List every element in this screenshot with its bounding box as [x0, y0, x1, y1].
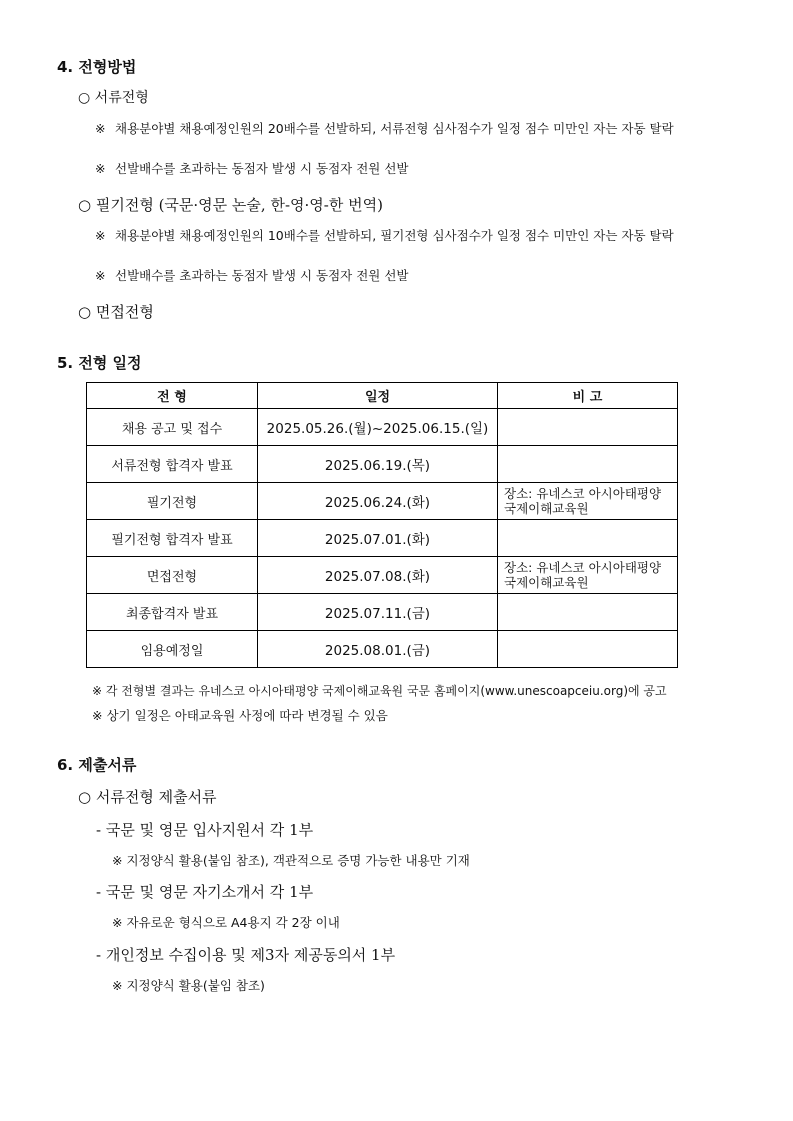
table-row [87, 557, 678, 594]
date-cell: 2025.06.24.(화) [258, 483, 498, 520]
note-text: 선발배수를 초과하는 동점자 발생 시 동점자 전원 선발 [115, 268, 409, 283]
table-row [87, 520, 678, 557]
schedule-table [86, 382, 678, 668]
column-header-remarks: 비 고 [498, 383, 678, 409]
section-6-heading: 6. 제출서류 [57, 756, 137, 774]
date-cell: 2025.06.19.(목) [258, 446, 498, 483]
doc-item-privacy-consent: - 개인정보 수집이용 및 제3자 제공동의서 1부 [96, 946, 396, 964]
note-text: 채용분야별 채용예정인원의 10배수를 선발하되, 필기전형 심사점수가 일정 점수 미만인 자는 자동 탈락 [115, 228, 674, 243]
remarks-cell [498, 446, 678, 483]
reference-mark-icon: ※ [95, 121, 106, 136]
method-document-screening-title: ○ 서류전형 [78, 90, 149, 106]
method-written-note-1 [95, 226, 743, 246]
note-text: 채용분야별 채용예정인원의 20배수를 선발하되, 서류전형 심사점수가 일정 점수 미만인 자는 자동 탈락 [115, 121, 674, 136]
column-header-date: 일정 [258, 383, 498, 409]
date-cell: 2025.07.01.(화) [258, 520, 498, 557]
date-cell: 2025.07.08.(화) [258, 557, 498, 594]
doc-note-privacy-consent: ※ 지정양식 활용(붙임 참조) [112, 978, 265, 993]
method-document-note-1 [95, 119, 743, 139]
stage-cell: 필기전형 [87, 483, 258, 520]
date-cell: 2025.08.01.(금) [258, 631, 498, 668]
stage-cell: 서류전형 합격자 발표 [87, 446, 258, 483]
stage-cell: 필기전형 합격자 발표 [87, 520, 258, 557]
method-written-exam-title: ○ 필기전형 (국문·영문 논술, 한-영·영-한 번역) [78, 196, 383, 214]
remarks-cell [498, 520, 678, 557]
doc-item-application-form: - 국문 및 영문 입사지원서 각 1부 [96, 821, 314, 839]
table-row [87, 483, 678, 520]
column-header-stage: 전 형 [87, 383, 258, 409]
schedule-note-announcement: ※ 각 전형별 결과는 유네스코 아시아태평양 국제이해교육원 국문 홈페이지(www.unescoapceiu.org)에 공고 [92, 684, 667, 698]
schedule-note-change: ※ 상기 일정은 아태교육원 사정에 따라 변경될 수 있음 [92, 708, 388, 723]
remarks-cell [498, 631, 678, 668]
stage-cell: 채용 공고 및 접수 [87, 409, 258, 446]
table-row [87, 631, 678, 668]
table-row [87, 446, 678, 483]
method-interview-title: ○ 면접전형 [78, 303, 154, 321]
remarks-cell: 장소: 유네스코 아시아태평양 국제이해교육원 [498, 557, 678, 594]
doc-item-self-introduction: - 국문 및 영문 자기소개서 각 1부 [96, 883, 314, 901]
table-row [87, 409, 678, 446]
note-text: 선발배수를 초과하는 동점자 발생 시 동점자 전원 선발 [115, 161, 409, 176]
section-5-heading: 5. 전형 일정 [57, 354, 142, 372]
section-4-heading: 4. 전형방법 [57, 58, 137, 76]
stage-cell: 면접전형 [87, 557, 258, 594]
reference-mark-icon: ※ [95, 161, 106, 176]
table-row [87, 594, 678, 631]
remarks-cell [498, 409, 678, 446]
stage-cell: 최종합격자 발표 [87, 594, 258, 631]
date-cell: 2025.07.11.(금) [258, 594, 498, 631]
date-cell: 2025.05.26.(월)~2025.06.15.(일) [258, 409, 498, 446]
method-written-note-2 [95, 266, 743, 286]
remarks-cell [498, 594, 678, 631]
required-docs-title: ○ 서류전형 제출서류 [78, 788, 217, 806]
reference-mark-icon: ※ [95, 228, 106, 243]
reference-mark-icon: ※ [95, 268, 106, 283]
table-header-row [87, 383, 678, 409]
remarks-cell: 장소: 유네스코 아시아태평양 국제이해교육원 [498, 483, 678, 520]
doc-note-application-form: ※ 지정양식 활용(붙임 참조), 객관적으로 증명 가능한 내용만 기재 [112, 853, 470, 868]
stage-cell: 임용예정일 [87, 631, 258, 668]
method-document-note-2 [95, 159, 743, 179]
doc-note-self-introduction: ※ 자유로운 형식으로 A4용지 각 2장 이내 [112, 915, 340, 930]
